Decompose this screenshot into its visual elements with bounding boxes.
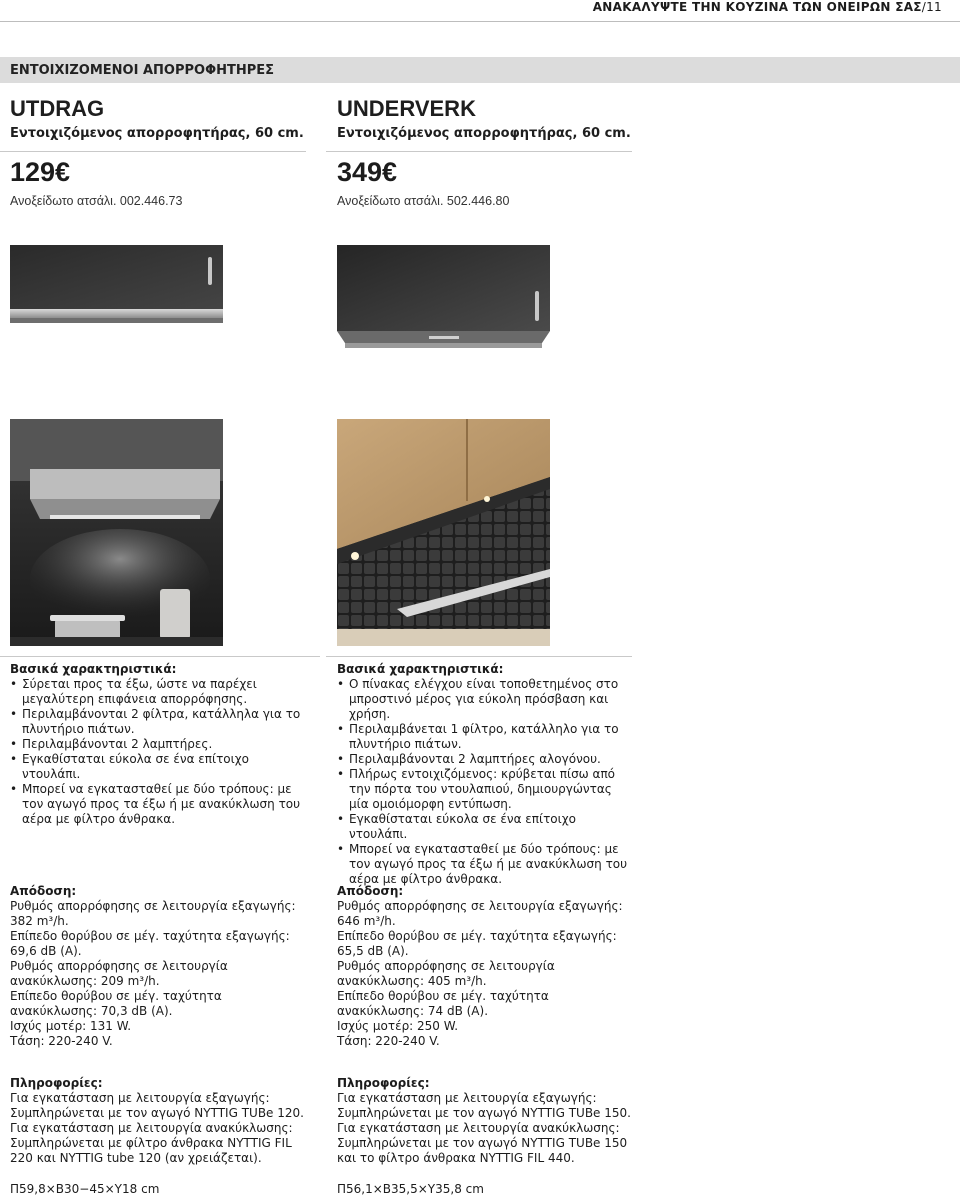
list-item: • Περιλαμβάνονται 2 φίλτρα, κατάλληλα για το πλυντήριο πιάτων.: [10, 707, 306, 737]
performance-line: Ρυθμός απορρόφησης σε λειτουργία εξαγωγής: 382 m³/h.: [10, 899, 296, 928]
product-1-title-block: [10, 96, 310, 141]
product-1-features-list: [10, 677, 306, 827]
product-2-info: [337, 1076, 633, 1166]
header-divider: [0, 21, 960, 22]
info-line: Για εγκατάσταση με λειτουργία εξαγωγής: Συμπληρώνεται με τον αγωγό NYTTIG TUBe 120.: [10, 1091, 304, 1120]
product-1-description: Εντοιχιζόμενος απορροφητήρας, 60 cm.: [10, 126, 304, 141]
performance-line: Επίπεδο θορύβου σε μέγ. ταχύτητα εξαγωγής: 69,6 dB (A).: [10, 929, 290, 958]
product-2-performance-title: Απόδοση:: [337, 884, 404, 898]
product-2-name: UNDERVERK: [337, 96, 476, 121]
section-band: [0, 57, 960, 83]
info-line: Για εγκατάσταση με λειτουργία ανακύκλωσης: Συμπληρώνεται με τον αγωγό NYTTIG TUBe 150 και το φίλτρο άνθρακα NYTTIG FIL 440.: [337, 1121, 628, 1165]
performance-line: Ισχύς μοτέρ: 131 W.: [10, 1019, 132, 1033]
product-1-dimensions: Π59,8×Β30−45×Υ18 cm: [10, 1182, 160, 1196]
product-1-performance: [10, 884, 306, 1049]
page-number: /11: [921, 0, 942, 14]
performance-line: Ρυθμός απορρόφησης σε λειτουργία ανακύκλωσης: 209 m³/h.: [10, 959, 228, 988]
product-2-performance: [337, 884, 633, 1049]
info-line: Για εγκατάσταση με λειτουργία ανακύκλωσης: Συμπληρώνεται με φίλτρο άνθρακα NYTTIG FIL 220 και NYTTIG tube 120 (αν χρειάζεται).: [10, 1121, 293, 1165]
product-2-features-list: [337, 677, 633, 887]
list-item: • Εγκαθίσταται εύκολα σε ένα επίτοιχο ντουλάπι.: [10, 752, 306, 782]
product-2-kitchen-image: [337, 419, 550, 646]
product-1-divider: [0, 151, 306, 152]
header-title: ΑΝΑΚΑΛΥΨΤΕ ΤΗΝ ΚΟΥΖΙΝΑ ΤΩΝ ΟΝΕΙΡΩΝ ΣΑΣ: [592, 0, 922, 14]
product-2-features-divider: [326, 656, 632, 657]
list-item: • Εγκαθίσταται εύκολα σε ένα επίτοιχο ντουλάπι.: [337, 812, 633, 842]
performance-line: Επίπεδο θορύβου σε μέγ. ταχύτητα ανακύκλωσης: 74 dB (A).: [337, 989, 549, 1018]
list-item: • Σύρεται προς τα έξω, ώστε να παρέχει μεγαλύτερη επιφάνεια απορρόφησης.: [10, 677, 306, 707]
page-header: [593, 0, 942, 14]
performance-line: Επίπεδο θορύβου σε μέγ. ταχύτητα εξαγωγής: 65,5 dB (A).: [337, 929, 617, 958]
list-item: • Ο πίνακας ελέγχου είναι τοποθετημένος στο μπροστινό μέρος για εύκολη πρόσβαση και χρήση.: [337, 677, 633, 722]
performance-line: Τάση: 220-240 V.: [10, 1034, 113, 1048]
performance-line: Τάση: 220-240 V.: [337, 1034, 440, 1048]
product-2-article: Ανοξείδωτο ατσάλι. 502.446.80: [337, 194, 510, 208]
product-2-closed-image: [337, 245, 550, 348]
product-1-name: UTDRAG: [10, 96, 105, 121]
info-line: Για εγκατάσταση με λειτουργία εξαγωγής: Συμπληρώνεται με τον αγωγό NYTTIG TUBe 150.: [337, 1091, 631, 1120]
product-1-kitchen-image: [10, 419, 223, 646]
product-2-features-title: Βασικά χαρακτηριστικά:: [337, 662, 504, 676]
list-item: • Μπορεί να εγκατασταθεί με δύο τρόπους: με τον αγωγό προς τα έξω ή με ανακύκλωση του αέρα με φίλτρο άνθρακα.: [337, 842, 633, 887]
performance-line: Επίπεδο θορύβου σε μέγ. ταχύτητα ανακύκλωσης: 70,3 dB (A).: [10, 989, 222, 1018]
list-item: • Περιλαμβάνεται 1 φίλτρο, κατάλληλο για το πλυντήριο πιάτων.: [337, 722, 633, 752]
product-2-info-title: Πληροφορίες:: [337, 1076, 430, 1090]
list-item: • Πλήρως εντοιχιζόμενος: κρύβεται πίσω από την πόρτα του ντουλαπιού, δημιουργώντας μία ομοιόμορφη εντύπωση.: [337, 767, 633, 812]
performance-line: Ισχύς μοτέρ: 250 W.: [337, 1019, 459, 1033]
product-1-closed-image: [10, 245, 223, 323]
product-1-price: 129€: [10, 157, 71, 187]
product-1-performance-title: Απόδοση:: [10, 884, 77, 898]
product-2-description: Εντοιχιζόμενος απορροφητήρας, 60 cm.: [337, 126, 631, 141]
product-1-features-divider: [0, 656, 320, 657]
list-item: • Περιλαμβάνονται 2 λαμπτήρες.: [10, 737, 306, 752]
performance-line: Ρυθμός απορρόφησης σε λειτουργία εξαγωγής: 646 m³/h.: [337, 899, 623, 928]
product-1-features-title: Βασικά χαρακτηριστικά:: [10, 662, 177, 676]
product-1-article: Ανοξείδωτο ατσάλι. 002.446.73: [10, 194, 183, 208]
product-1-info: [10, 1076, 306, 1166]
product-2-features: [337, 662, 633, 887]
performance-line: Ρυθμός απορρόφησης σε λειτουργία ανακύκλωσης: 405 m³/h.: [337, 959, 555, 988]
product-2-dimensions: Π56,1×Β35,5×Υ35,8 cm: [337, 1182, 484, 1196]
section-title: ΕΝΤΟΙΧΙΖΟΜΕΝΟΙ ΑΠΟΡΡΟΦΗΤΗΡΕΣ: [10, 63, 275, 78]
list-item: • Μπορεί να εγκατασταθεί με δύο τρόπους: με τον αγωγό προς τα έξω ή με ανακύκλωση του αέρα με φίλτρο άνθρακα.: [10, 782, 306, 827]
product-2-divider: [326, 151, 632, 152]
list-item: • Περιλαμβάνονται 2 λαμπτήρες αλογόνου.: [337, 752, 633, 767]
product-1-features: [10, 662, 306, 827]
product-2-price: 349€: [337, 157, 398, 187]
product-2-title-block: [337, 96, 637, 141]
product-1-info-title: Πληροφορίες:: [10, 1076, 103, 1090]
